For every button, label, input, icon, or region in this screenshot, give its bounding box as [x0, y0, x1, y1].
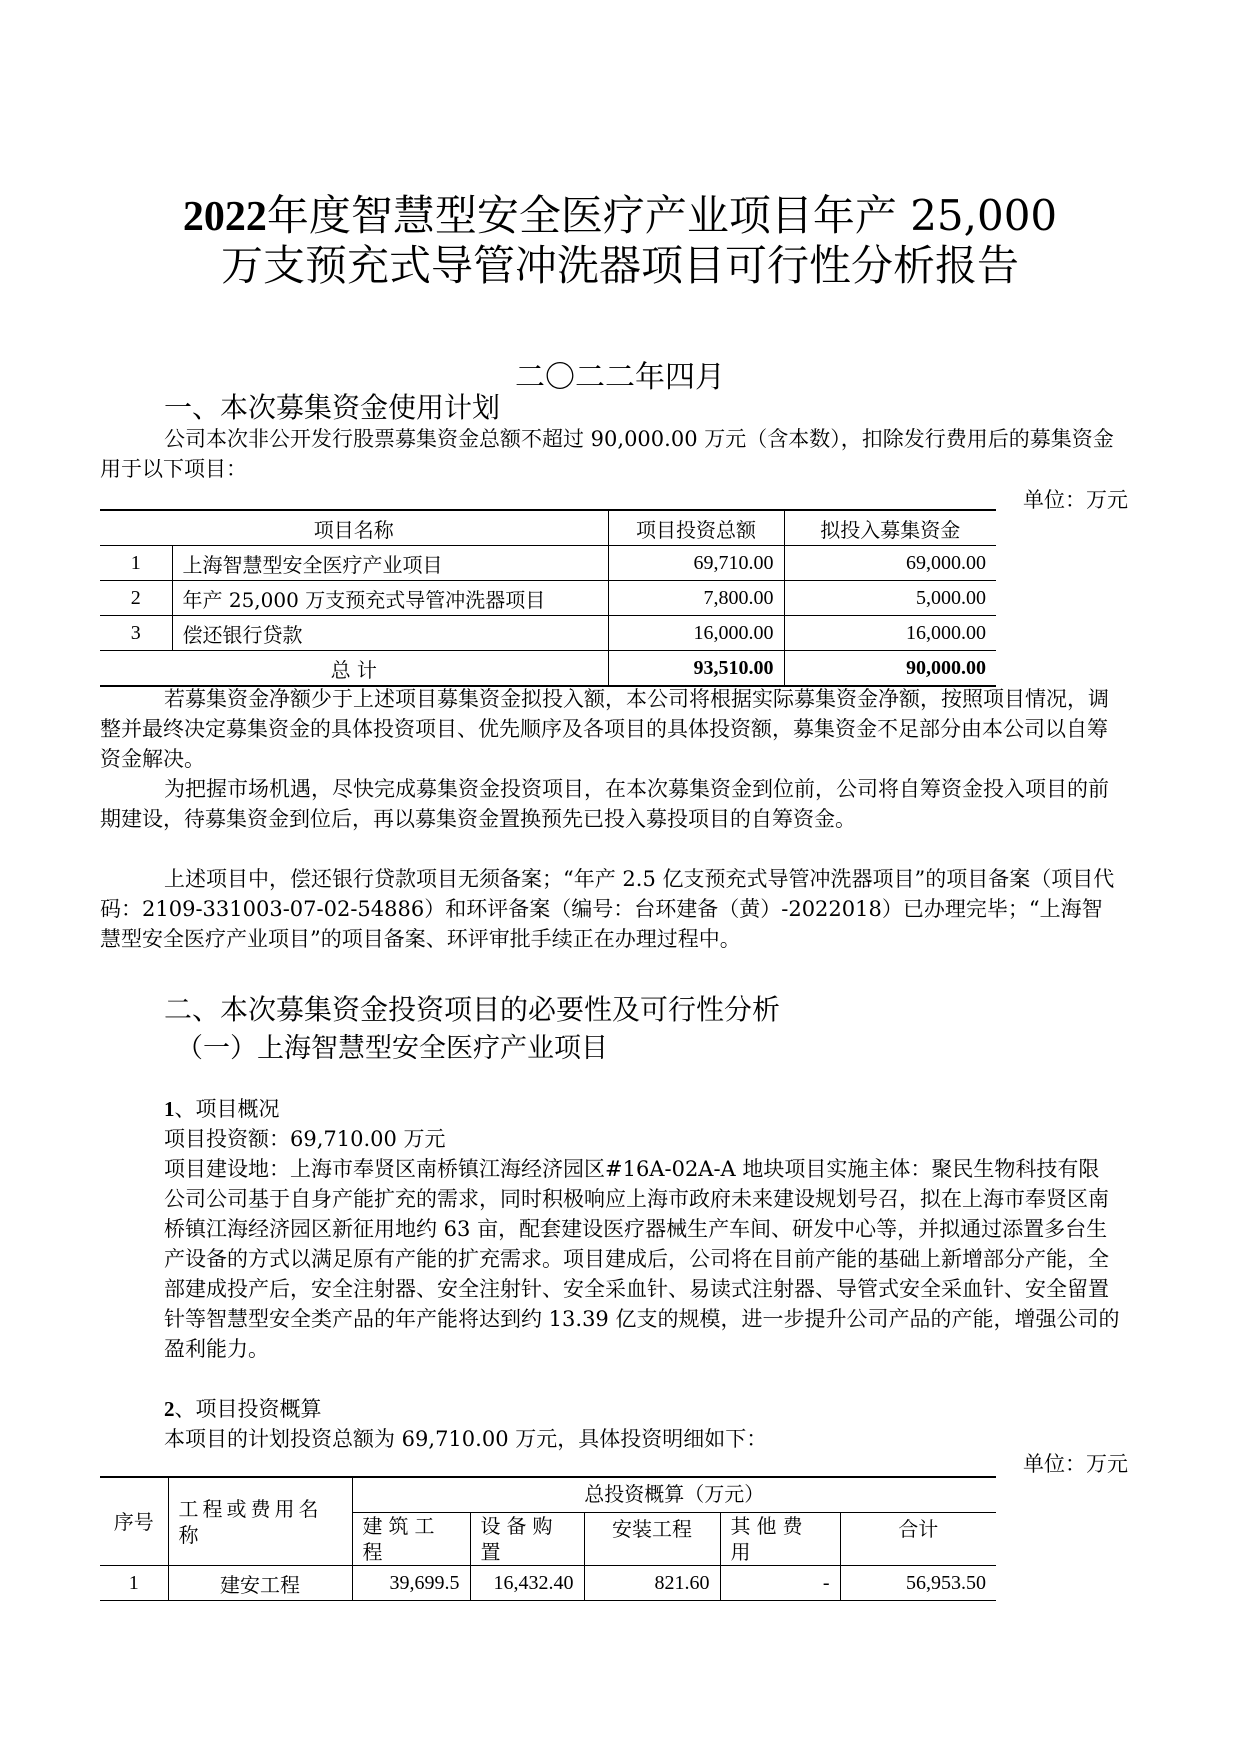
investment-estimate-table	[100, 1476, 996, 1601]
section1-para3: 上述项目中，偿还银行贷款项目无须备案；“年产 2.5 亿支预充式导管冲洗器项目”的项目备案（项目代码：2109-331003-07-02-54886）和环评备案（编号：台环建备（黄）-2022018）已办理完毕；“上海智慧型安全医疗产业项目”的项目备案、环评审批手续正在办理过程中。	[100, 867, 1115, 951]
unit-label-1: 单位：万元	[1023, 488, 1128, 512]
section2-subheading: （一）上海智慧型安全医疗产业项目	[176, 1033, 608, 1064]
row-no: 2	[100, 581, 172, 616]
item1-heading: 1、项目概况	[164, 1097, 280, 1121]
total-sum: 93,510.00	[608, 651, 784, 687]
row-total: 7,800.00	[608, 581, 784, 616]
fund-usage-table	[100, 509, 996, 687]
row-name: 上海智慧型安全医疗产业项目	[172, 546, 608, 581]
site-paragraph: 项目建设地：上海市奉贤区南桥镇江海经济园区#16A-02A-A 地块项目实施主体：聚民生物科技有限公司公司基于自身产能扩充的需求，同时积极响应上海市政府未来建设规划号召，拟在上海市奉贤区南桥镇江海经济园区新征用地约 63 亩，配套建设医疗器械生产车间、研发中心等，并拟通过添置多台生产设备的方式以满足原有产能的扩充需求。项目建成后，公司将在目前产能的基础上新增部分产能，全部建成投产后，安全注射器、安全注射针、安全采血针、易读式注射器、导管式安全采血针、安全留置针等智慧型安全类产品的年产能将达到约 13.39 亿支的规模，进一步提升公司产品的产能，增强公司的盈利能力。	[164, 1157, 1120, 1361]
row-raise: 5,000.00	[784, 581, 996, 616]
section1-intro: 公司本次非公开发行股票募集资金总额不超过 90,000.00 万元（含本数），扣除发行费用后的募集资金用于以下项目：	[100, 427, 1114, 481]
row-name: 年产 25,000 万支预充式导管冲洗器项目	[172, 581, 608, 616]
row-raise: 69,000.00	[784, 546, 996, 581]
table-header-row	[100, 1477, 996, 1513]
row-build: 39,699.5	[352, 1566, 470, 1601]
table-row	[100, 581, 996, 616]
row-other: -	[720, 1566, 840, 1601]
col-header-raise: 拟投入募集资金	[784, 510, 996, 546]
unit-label-2: 单位：万元	[1023, 1452, 1128, 1476]
col-header-group: 总投资概算（万元）	[352, 1477, 996, 1513]
row-raise: 16,000.00	[784, 616, 996, 651]
row-name: 偿还银行贷款	[172, 616, 608, 651]
row-no: 1	[100, 546, 172, 581]
invest-amount: 项目投资额：69,710.00 万元	[164, 1127, 446, 1151]
row-equip: 16,432.40	[470, 1566, 584, 1601]
item2-paragraph: 本项目的计划投资总额为 69,710.00 万元，具体投资明细如下：	[164, 1427, 768, 1451]
col-header-build: 建筑工程	[352, 1513, 470, 1566]
row-no: 1	[100, 1566, 168, 1601]
section2-heading: 二、本次募集资金投资项目的必要性及可行性分析	[164, 993, 781, 1026]
total-label: 总 计	[100, 651, 608, 687]
section1-heading: 一、本次募集资金使用计划	[164, 391, 501, 424]
col-header-name: 项目名称	[100, 510, 608, 546]
row-name: 建安工程	[168, 1566, 352, 1601]
row-total: 69,710.00	[608, 546, 784, 581]
item2-heading: 2、项目投资概算	[164, 1397, 322, 1421]
col-header-sum: 合计	[840, 1513, 996, 1566]
row-sum: 56,953.50	[840, 1566, 996, 1601]
section1-para2: 为把握市场机遇，尽快完成募集资金投资项目，在本次募集资金到位前，公司将自筹资金投入项目的前期建设，待募集资金到位后，再以募集资金置换预先已投入募投项目的自筹资金。	[100, 777, 1109, 831]
col-header-equip: 设备购置	[470, 1513, 584, 1566]
table-total-row	[100, 651, 996, 687]
report-title-line2: 万支预充式导管冲洗器项目可行性分析报告	[220, 241, 1019, 290]
report-date: 二〇二二年四月	[515, 360, 725, 395]
section1-para1: 若募集资金净额少于上述项目募集资金拟投入额，本公司将根据实际募集资金净额，按照项目情况，调整并最终决定募集资金的具体投资项目、优先顺序及各项目的具体投资额，募集资金不足部分由本公司以自筹资金解决。	[100, 687, 1109, 771]
col-header-total: 项目投资总额	[608, 510, 784, 546]
table-row	[100, 616, 996, 651]
table-row	[100, 546, 996, 581]
row-total: 16,000.00	[608, 616, 784, 651]
col-header-no: 序号	[100, 1477, 168, 1566]
table-row	[100, 1566, 996, 1601]
col-header-name: 工程或费用名称	[168, 1477, 352, 1566]
table-header-row	[100, 510, 996, 546]
report-title-line1: 2022年度智慧型安全医疗产业项目年产 25,000	[182, 191, 1058, 240]
row-no: 3	[100, 616, 172, 651]
total-raise: 90,000.00	[784, 651, 996, 687]
col-header-install: 安装工程	[584, 1513, 720, 1566]
row-install: 821.60	[584, 1566, 720, 1601]
col-header-other: 其他费用	[720, 1513, 840, 1566]
